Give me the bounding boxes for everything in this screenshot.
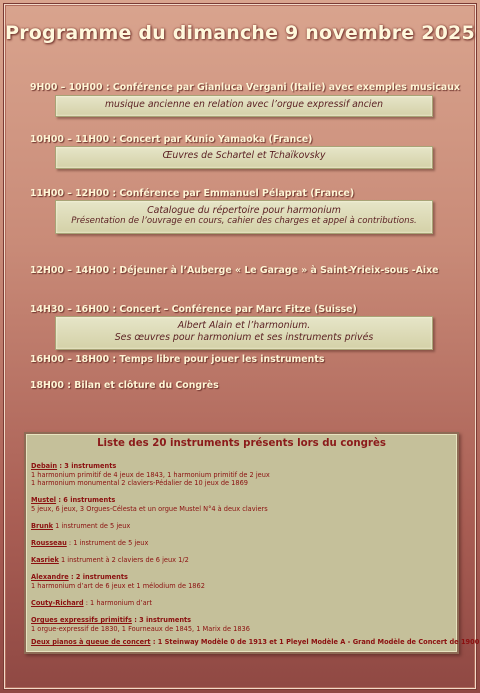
instrument-group-brunk bbox=[31, 522, 130, 531]
schedule-box-1 bbox=[55, 95, 433, 117]
schedule-box-5-line-2: Ses œuvres pour harmonium et ses instruments privés bbox=[114, 331, 374, 343]
schedule-box-3-line-1: Catalogue du répertoire pour harmonium bbox=[147, 205, 341, 216]
instrument-group-rousseau bbox=[31, 539, 148, 548]
group-count: : 6 instruments bbox=[56, 496, 116, 504]
group-name: Brunk bbox=[31, 522, 54, 530]
group-detail: 1 harmonium d’art de 6 jeux et 1 mélodium de 1862 bbox=[31, 581, 205, 590]
schedule-slot-7: 18H00 : Bilan et clôture du Congrès bbox=[30, 380, 219, 391]
schedule-slot-1: 9H00 – 10H00 : Conférence par Gianluca Vergani (Italie) avec exemples musicaux bbox=[30, 82, 460, 93]
group-name: Alexandre bbox=[31, 573, 69, 581]
instrument-group-alexandre bbox=[31, 573, 205, 590]
group-name: Debain bbox=[31, 462, 58, 470]
instrument-group-orgues-expressifs bbox=[31, 616, 250, 633]
group-name: Couty-Richard bbox=[31, 599, 84, 607]
group-detail: 1 orgue-expressif de 1830, 1 Fourneaux de 1845, 1 Marix de 1836 bbox=[31, 624, 250, 633]
schedule-slot-3: 11H00 – 12H00 : Conférence par Emmanuel Pélaprat (France) bbox=[30, 188, 355, 199]
group-name: Orgues expressifs primitifs bbox=[31, 616, 132, 624]
schedule-box-5-line-1: Albert Alain et l’harmonium. bbox=[177, 320, 311, 331]
schedule-slot-5: 14H30 – 16H00 : Concert – Conférence par Marc Fitze (Suisse) bbox=[30, 304, 357, 315]
schedule-box-3 bbox=[55, 200, 433, 234]
schedule-box-2-line: Œuvres de Schartel et Tchaïkovsky bbox=[162, 150, 326, 161]
group-count: : 3 instruments bbox=[131, 616, 192, 624]
schedule-box-5 bbox=[55, 316, 433, 350]
instrument-group-pianos bbox=[31, 638, 479, 647]
schedule-slot-4: 12H00 – 14H00 : Déjeuner à l’Auberge « Le Garage » à Saint-Yrieix-sous -Aixe bbox=[30, 265, 439, 276]
schedule-box-2 bbox=[55, 146, 433, 169]
group-name: Deux pianos à queue de concert bbox=[31, 638, 151, 646]
group-count: : 1 instrument de 5 jeux bbox=[66, 539, 149, 547]
group-detail: 5 jeux, 6 jeux, 3 Orgues-Célesta et un orgue Mustel N°4 à deux claviers bbox=[31, 504, 268, 513]
group-count: 1 instrument à 2 claviers de 6 jeux 1/2 bbox=[58, 556, 189, 564]
schedule-box-3-line-2: Présentation de l’ouvrage en cours, cahier des charges et appel à contributions. bbox=[71, 216, 417, 226]
instrument-group-mustel bbox=[31, 496, 268, 513]
instruments-panel bbox=[24, 432, 480, 654]
schedule-box-1-line: musique ancienne en relation avec l’orgue expressif ancien bbox=[104, 99, 384, 110]
instrument-group-debain bbox=[31, 462, 270, 488]
group-name: Kasriek bbox=[31, 556, 59, 564]
group-count: : 1 harmonium d’art bbox=[83, 599, 152, 607]
group-count: : 3 instruments bbox=[57, 462, 117, 470]
schedule-slot-6: 16H00 – 18H00 : Temps libre pour jouer les instruments bbox=[30, 354, 325, 365]
instruments-title: Liste des 20 instruments présents lors du congrès bbox=[97, 438, 386, 449]
schedule-slot-2: 10H00 – 11H00 : Concert par Kunio Yamaoka (France) bbox=[30, 134, 313, 145]
instrument-group-kasriek bbox=[31, 556, 189, 565]
group-detail: 1 harmonium primitif de 4 jeux de 1843, 1 harmonium primitif de 2 jeux bbox=[31, 470, 270, 479]
group-name: Rousseau bbox=[31, 539, 67, 547]
page-title: Programme du dimanche 9 novembre 2025 bbox=[5, 22, 475, 44]
group-name: Mustel bbox=[31, 496, 57, 504]
instrument-group-couty-richard bbox=[31, 599, 152, 608]
group-count: : 2 instruments bbox=[68, 573, 128, 581]
group-detail: 1 harmonium monumental 2 claviers-Pédalier de 10 jeux de 1869 bbox=[31, 479, 248, 488]
group-count: : 1 Steinway Modèle 0 de 1913 et 1 Pleyel Modèle A - Grand Modèle de Concert de 1900 bbox=[150, 638, 480, 646]
group-count: 1 instrument de 5 jeux bbox=[53, 522, 131, 530]
